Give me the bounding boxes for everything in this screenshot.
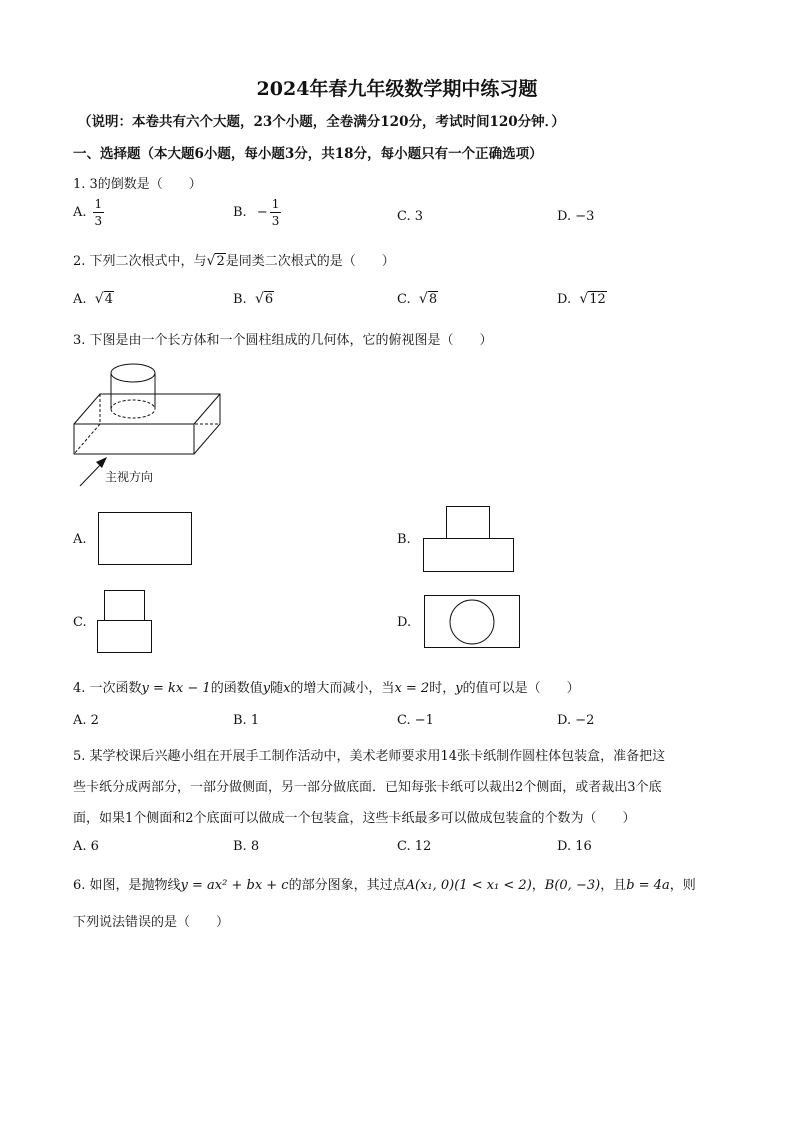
q2-option-c[interactable]: C. √8	[397, 291, 438, 307]
q5-option-d[interactable]: D. 16	[557, 839, 592, 854]
q3-option-c-figure[interactable]	[97, 590, 153, 654]
q4-option-a[interactable]: A. 2	[73, 713, 99, 728]
q4-option-c[interactable]: C. −1	[397, 713, 434, 728]
q3-view-direction-label: 主视方向	[105, 470, 154, 484]
q2-option-d[interactable]: D. √12	[557, 291, 606, 307]
q6-parabola: y = ax² + bx + c	[180, 878, 289, 893]
q1-option-c[interactable]: C. 3	[397, 209, 424, 224]
q1-option-b-fraction: $\frac{1}{3}$	[271, 197, 280, 228]
q4-option-d[interactable]: D. −2	[557, 713, 595, 728]
q1-stem: 1. 3的倒数是（ ）	[73, 177, 202, 192]
q1-option-b-label: B.	[233, 205, 247, 220]
q6-line-1: 6. 如图，是抛物线y = ax² + bx + c的部分图象，其过点A(x₁, 0)(1 < x₁ < 2)，B(0, −3)，且b = 4a，则	[73, 878, 696, 893]
q2-option-a[interactable]: A. √4	[73, 291, 113, 307]
q3-option-c-label[interactable]: C.	[73, 615, 87, 630]
q3-stem: 3. 下图是由一个长方体和一个圆柱组成的几何体，它的俯视图是（ ）	[73, 333, 493, 348]
q4-option-b[interactable]: B. 1	[233, 713, 260, 728]
q2-option-b[interactable]: B. √6	[233, 291, 274, 307]
q5-line-3: 面，如果1个侧面和2个底面可以做成一个包装盒，这些卡纸最多可以做成包装盒的个数为（ ）	[73, 811, 636, 826]
exam-note: （说明：本卷共有六个大题，23个小题，全卷满分120分，考试时间120分钟．）	[78, 114, 565, 130]
q1-option-a[interactable]	[73, 198, 104, 227]
q3-option-b-figure[interactable]	[422, 506, 516, 573]
q3-option-a-figure[interactable]	[98, 512, 193, 566]
q5-option-a[interactable]: A. 6	[73, 839, 99, 854]
q1-option-a-fraction: $\frac{1}{3}$	[94, 197, 103, 228]
q1-option-a-label: A.	[73, 205, 87, 220]
section-heading-choice: 一、选择题（本大题6小题，每小题3分，共18分，每小题只有一个正确选项）	[73, 146, 543, 162]
q5-option-c[interactable]: C. 12	[397, 839, 432, 854]
q3-option-d-figure[interactable]	[424, 595, 521, 649]
q3-option-b-label[interactable]: B.	[397, 532, 411, 547]
q4-stem: 4. 一次函数y = kx − 1的函数值y随x的增大而减小，当x = 2时，y的值可以是（ ）	[73, 681, 580, 696]
page-title: 2024年春九年级数学期中练习题	[256, 78, 538, 100]
q5-option-b[interactable]: B. 8	[233, 839, 260, 854]
q2-stem: 2. 下列二次根式中，与√2是同类二次根式的是（ ）	[73, 253, 395, 269]
q6-line-2: 下列说法错误的是（ ）	[73, 915, 230, 930]
q5-line-1: 5. 某学校课后兴趣小组在开展手工制作活动中，美术老师要求用14张卡纸制作圆柱体包装盒，准备把这	[73, 749, 666, 764]
q3-option-d-label[interactable]: D.	[397, 615, 412, 630]
q6-point-a: A(x₁, 0)(1 < x₁ < 2)	[405, 878, 532, 893]
q5-line-2: 些卡纸分成两部分，一部分做侧面，另一部分做底面．已知每张卡纸可以裁出2个侧面，或者裁出3个底	[73, 780, 662, 795]
q2-stem-radical: √2	[206, 253, 225, 269]
q1-option-b[interactable]	[233, 198, 281, 227]
q4-function: y = kx − 1	[141, 681, 211, 696]
q6-point-b: B(0, −3)	[544, 878, 601, 893]
q1-option-d[interactable]: D. −3	[557, 209, 595, 224]
q3-option-a-label[interactable]: A.	[73, 532, 87, 547]
q1-option-b-sign: −	[256, 205, 268, 220]
